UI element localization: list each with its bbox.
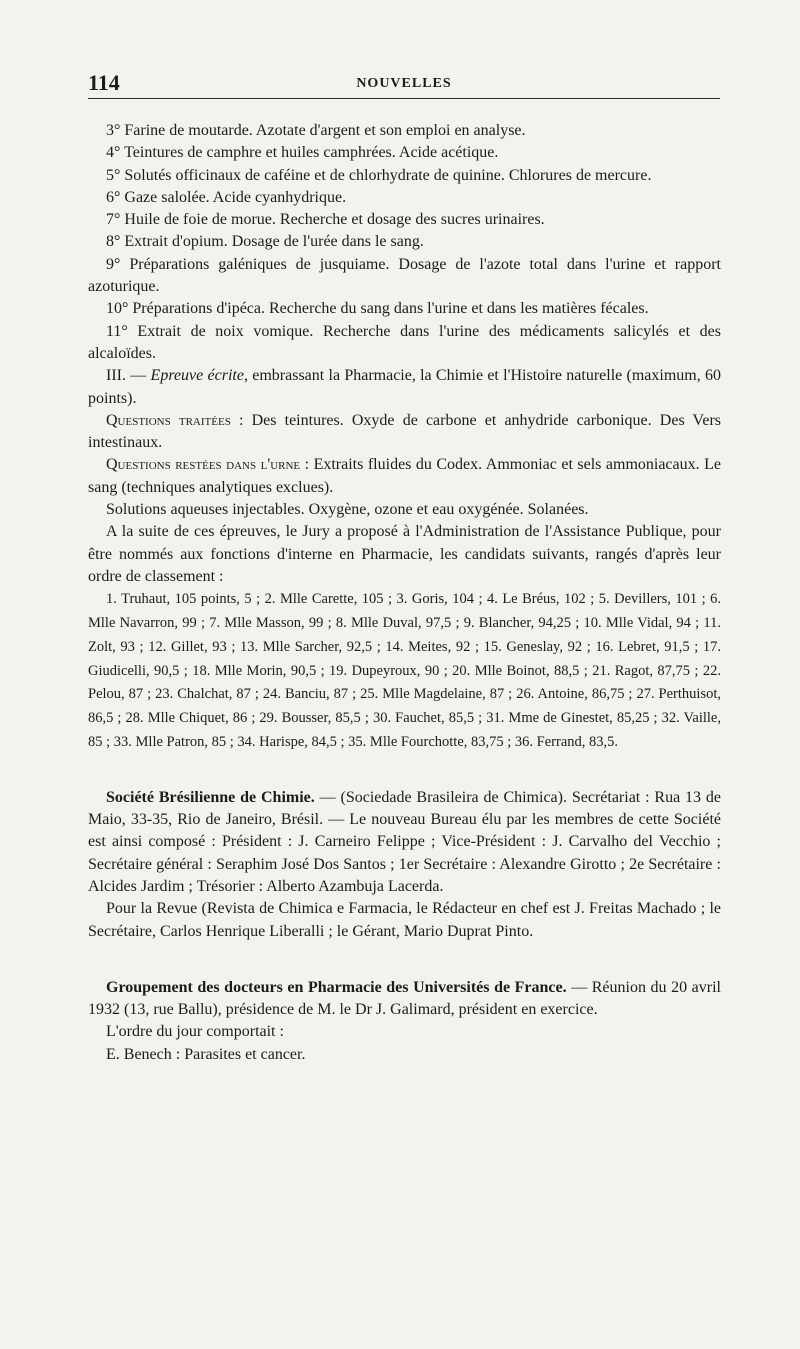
- epreuve-number: III. —: [106, 367, 151, 385]
- questions-restees-text: : Extraits fluides du Codex. Ammoniac et sels ammoniacaux. Le sang (techniques analytiques exclues).: [88, 456, 722, 496]
- epreuve-paragraph: [88, 365, 721, 410]
- running-head: NOUVELLES: [356, 76, 452, 91]
- page-number: 114: [88, 70, 120, 95]
- societe-paragraph: [88, 787, 721, 898]
- ranking-paragraph: 1. Truhaut, 105 points, 5 ; 2. Mlle Carette, 105 ; 3. Goris, 104 ; 4. Le Bréus, 102 ; 5. Devillers, 101 ; 6. Mlle Navarron, 99 ; 7. Mlle Masson, 99 ; 8. Mlle Duval, 97,5 ; 9. Blancher, 94,25 ; 10. Mlle Vidal, 94 ; 11. Zolt, 93 ; 12. Gillet, 93 ; 13. Mlle Sarcher, 92,5 ; 14. Meites, 92 ; 15. Geneslay, 92 ; 16. Lebret, 91,5 ; 17. Giudicelli, 90,5 ; 18. Mlle Morin, 90,5 ; 19. Dupeyroux, 90 ; 20. Mlle Boinot, 88,5 ; 21. Ragot, 87,75 ; 22. Pelou, 87 ; 23. Chalchat, 87 ; 24. Banciu, 87 ; 25. Mlle Magdelaine, 87 ; 26. Antoine, 86,75 ; 27. Perthuisot, 86,5 ; 28. Mlle Chiquet, 86 ; 29. Bousser, 85,5 ; 30. Fauchet, 85,5 ; 31. Mme de Ginestet, 85,25 ; 32. Vaille, 85 ; 33. Mlle Patron, 85 ; 34. Harispe, 84,5 ; 35. Mlle Fourchotte, 83,75 ; 36. Ferrand, 83,5.: [88, 591, 721, 751]
- groupement-title: Groupement des docteurs en Pharmacie des Universités de France.: [106, 978, 567, 996]
- list-item: 9° Préparations galéniques de jusquiame. Dosage de l'azote total dans l'urine et rapport azoturique.: [88, 255, 721, 296]
- ordre-du-jour: L'ordre du jour comportait :: [106, 1023, 284, 1041]
- questions-traitees-label: Questions traitées: [106, 411, 231, 429]
- societe-text: — (Sociedade Brasileira de Chimica). Secrétariat : Rua 13 de Maio, 33-35, Rio de Janeiro, Brésil. — Le nouveau Bureau élu par les membres de cette Société est ainsi composé : Président : J. Carneiro Felippe ; Vice-Président : J. Carvalho del Vecchio ; Secrétaire général : Seraphim José Dos Santos ; 1er Secrétaire : Alexandre Girotto ; 2e Secrétaire : Alcides Jardim ; Trésorier : Alberto Azambuja Lacerda.: [88, 788, 721, 895]
- solutions-paragraph: Solutions aqueuses injectables. Oxygène, ozone et eau oxygénée. Solanées.: [106, 501, 589, 519]
- epreuve-title: Epreuve écrite: [150, 367, 244, 385]
- groupement-paragraph: [88, 977, 721, 1022]
- page-header: [88, 68, 720, 99]
- questions-traitees-text: : Des teintures. Oxyde de carbone et anhydride carbonique. Des Vers intestinaux.: [88, 411, 721, 452]
- list-item: 4° Teintures de camphre et huiles camphrées. Acide acétique.: [106, 144, 499, 162]
- groupement-text: — Réunion du 20 avril 1932 (13, rue Ballu), présidence de M. le Dr J. Galimard, président en exercice.: [88, 978, 722, 1019]
- list-item: 10° Préparations d'ipéca. Recherche du sang dans l'urine et dans les matières fécales.: [106, 300, 649, 318]
- questions-traitees-paragraph: [88, 410, 721, 455]
- list-item: 7° Huile de foie de morue. Recherche et dosage des sucres urinaires.: [106, 211, 545, 229]
- list-item: 5° Solutés officinaux de caféine et de chlorhydrate de quinine. Chlorures de mercure.: [106, 166, 652, 184]
- questions-restees-paragraph: [88, 454, 721, 499]
- list-item: 8° Extrait d'opium. Dosage de l'urée dans le sang.: [106, 233, 424, 251]
- list-item: 3° Farine de moutarde. Azotate d'argent et son emploi en analyse.: [106, 122, 526, 139]
- list-item: 11° Extrait de noix vomique. Recherche dans l'urine des médicaments salicylés et des alcaloïdes.: [88, 322, 721, 362]
- list-item: 6° Gaze salolée. Acide cyanhydrique.: [106, 188, 347, 206]
- epreuve-text: , embrassant la Pharmacie, la Chimie et l'Histoire naturelle (maximum, 60 points).: [88, 367, 722, 407]
- revue-paragraph: Pour la Revue (Revista de Chimica e Farmacia, le Rédacteur en chef est J. Freitas Machado ; le Secrétaire, Carlos Henrique Liberalli ; le Gérant, Mario Duprat Pinto.: [88, 900, 721, 940]
- page-body: [88, 120, 721, 1066]
- ordre-item: E. Benech : Parasites et cancer.: [106, 1045, 306, 1063]
- questions-restees-label: Questions restées dans l'urne: [106, 456, 301, 474]
- societe-title: Société Brésilienne de Chimie.: [106, 788, 315, 806]
- jury-paragraph: A la suite de ces épreuves, le Jury a proposé à l'Administration de l'Assistance Publique, pour être nommés aux fonctions d'interne en Pharmacie, les candidats suivants, rangés d'après leur ordre de classement :: [88, 523, 721, 585]
